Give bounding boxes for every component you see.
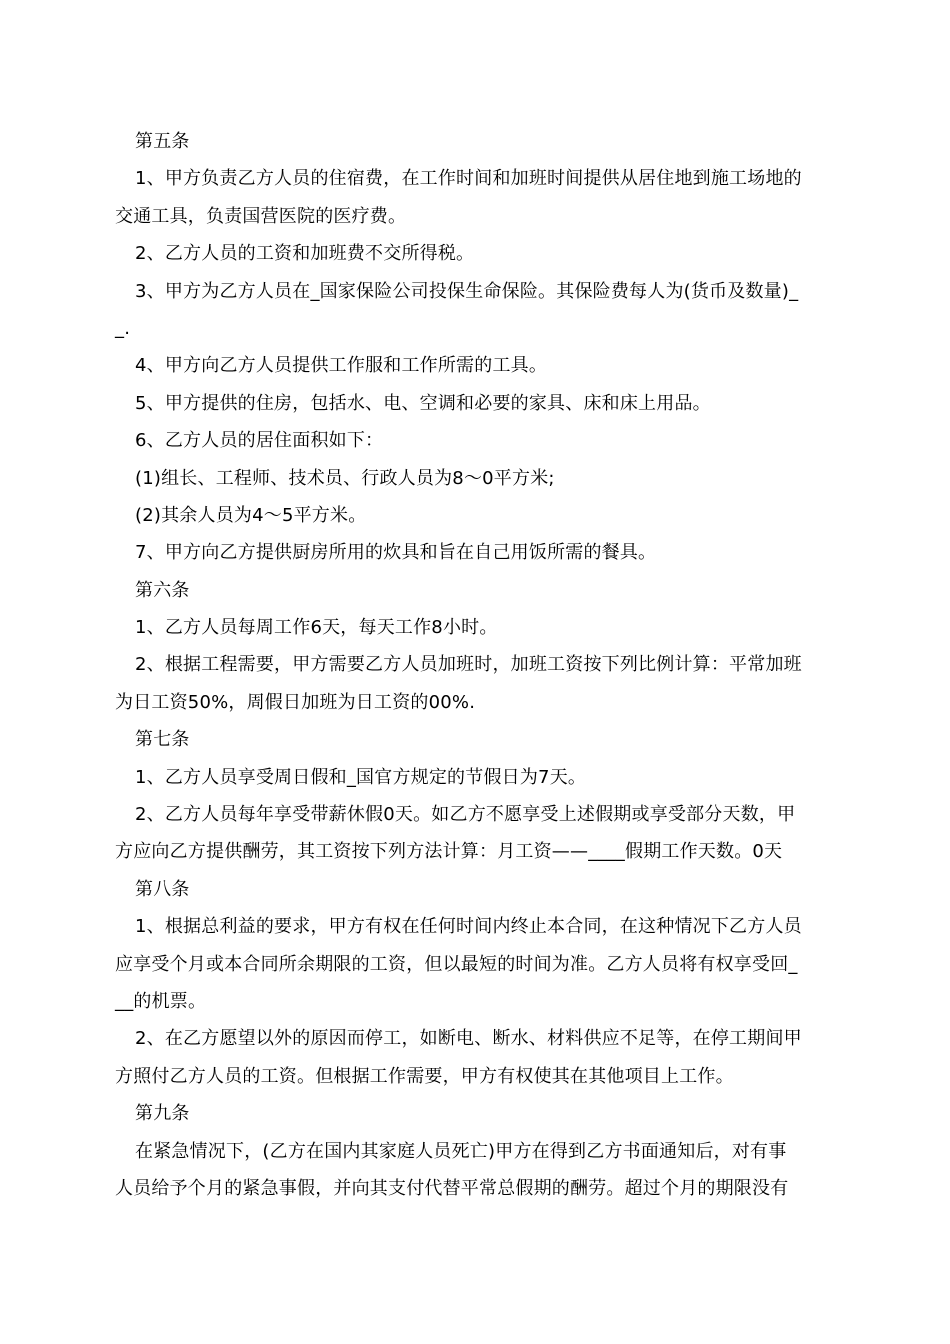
text-line: 2、乙方人员的工资和加班费不交所得税。 xyxy=(135,243,475,265)
text-line: 3、甲方为乙方人员在_国家保险公司投保生命保险。其保险费每人为(货币及数量)_ xyxy=(135,280,799,302)
contract-text xyxy=(115,123,837,1207)
text-line: 第八条 xyxy=(135,878,190,900)
text-line: 2、乙方人员每年享受带薪休假0天。如乙方不愿享受上述假期或享受部分天数，甲 xyxy=(135,804,796,826)
text-line: 在紧急情况下，(乙方在国内其家庭人员死亡)甲方在得到乙方书面通知后，对有事 xyxy=(135,1140,787,1162)
text-line: __的机票。 xyxy=(115,990,207,1012)
text-line: 第五条 xyxy=(135,131,190,152)
text-line: (2)其余人员为4～5平方米。 xyxy=(135,504,367,526)
text-line: 为日工资50%，周假日加班为日工资的00%. xyxy=(115,691,476,713)
text-line: 人员给予个月的紧急事假，并向其支付代替平常总假期的酬劳。超过个月的期限没有 xyxy=(115,1177,789,1199)
text-line: (1)组长、工程师、技术员、行政人员为8～0平方米; xyxy=(135,467,555,489)
text-line: 第六条 xyxy=(135,579,190,601)
text-line: 4、甲方向乙方人员提供工作服和工作所需的工具。 xyxy=(135,355,548,377)
text-line: 方应向乙方提供酬劳，其工资按下列方法计算：月工资——____假期工作天数。0天 xyxy=(115,841,783,863)
text-line: 2、根据工程需要，甲方需要乙方人员加班时，加班工资按下列比例计算：平常加班 xyxy=(135,654,802,676)
text-line: 1、甲方负责乙方人员的住宿费，在工作时间和加班时间提供从居住地到施工场地的 xyxy=(135,168,802,190)
text-line: 6、乙方人员的居住面积如下： xyxy=(135,430,384,452)
text-line: 7、甲方向乙方提供厨房所用的炊具和旨在自己用饭所需的餐具。 xyxy=(135,542,657,564)
text-line: 应享受个月或本合同所余期限的工资，但以最短的时间为准。乙方人员将有权享受回_ xyxy=(115,953,798,975)
text-line: 方照付乙方人员的工资。但根据工作需要，甲方有权使其在其他项目上工作。 xyxy=(115,1065,734,1087)
text-line: 1、乙方人员享受周日假和_国官方规定的节假日为7天。 xyxy=(135,766,587,788)
text-line: 1、乙方人员每周工作6天，每天工作8小时。 xyxy=(135,617,498,639)
text-line: 交通工具，负责国营医院的医疗费。 xyxy=(115,205,407,227)
text-line: 第九条 xyxy=(135,1103,190,1125)
text-line: _. xyxy=(115,317,131,339)
text-line: 1、根据总利益的要求，甲方有权在任何时间内终止本合同，在这种情况下乙方人员 xyxy=(135,916,802,938)
text-line: 5、甲方提供的住房，包括水、电、空调和必要的家具、床和床上用品。 xyxy=(135,392,711,414)
text-line: 2、在乙方愿望以外的原因而停工，如断电、断水、材料供应不足等，在停工期间甲 xyxy=(135,1028,802,1050)
text-line: 第七条 xyxy=(135,729,190,751)
